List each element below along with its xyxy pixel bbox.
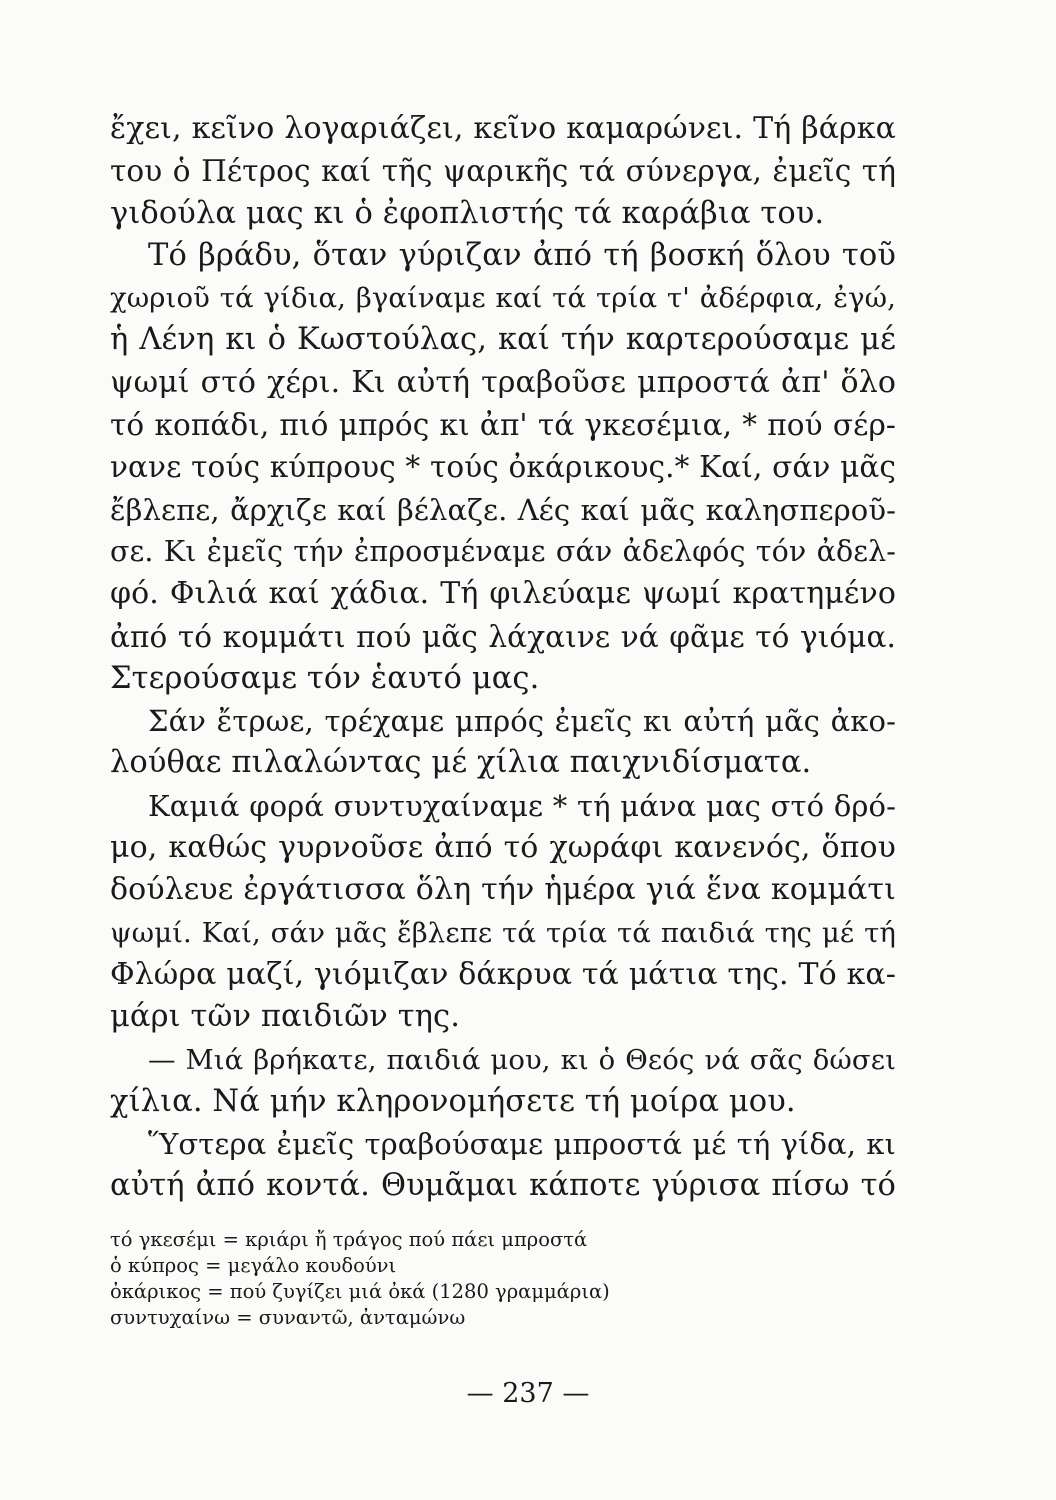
text-line: Καμιά φορά συντυχαίναμε * τή μάνα μας στό δρό-	[148, 788, 896, 823]
text-line: σε. Κι ἐμεῖς τήν ἐπροσμέναμε σάν ἀδελφός τόν ἀδελ-	[110, 534, 896, 568]
text-line: ἀπό τό κομμάτι πού μᾶς λάχαινε νά φᾶμε τό γιόμα.	[110, 619, 896, 654]
text-line: ψωμί στό χέρι. Κι αὐτή τραβοῦσε μπροστά ἀπ' ὅλο	[110, 364, 896, 400]
text-line: του ὁ Πέτρος καί τῆς ψαρικῆς τά σύνεργα, ἐμεῖς τή	[110, 154, 896, 189]
text-line: νανε τούς κύπρους * τούς ὀκάρικους.* Καί, σάν μᾶς	[110, 450, 896, 485]
text-line: Στερούσαμε τόν ἑαυτό μας.	[110, 660, 540, 696]
text-line: χίλια. Νά μήν κληρονομήσετε τή μοίρα μου.	[110, 1083, 796, 1119]
text-line: χωριοῦ τά γίδια, βγαίναμε καί τά τρία τ' ἀδέρφια, ἐγώ,	[110, 282, 896, 315]
text-line: ἔχει, κεῖνο λογαριάζει, κεῖνο καμαρώνει. Τή βάρκα	[110, 111, 896, 146]
text-line: ἔβλεπε, ἄρχιζε καί βέλαζε. Λές καί μᾶς καλησπεροῦ-	[110, 492, 896, 527]
text-line: — Μιά βρήκατε, παιδιά μου, κι ὁ Θεός νά σᾶς δώσει	[148, 1043, 896, 1076]
text-line: τό κοπάδι, πιό μπρός κι ἀπ' τά γκεσέμια, * πού σέρ-	[110, 408, 896, 443]
text-line: Φλώρα μαζί, γιόμιζαν δάκρυα τά μάτια της. Τό κα-	[110, 956, 896, 992]
text-line: λούθαε πιλαλώντας μέ χίλια παιχνιδίσματα.	[110, 745, 812, 781]
footnotes	[110, 1227, 810, 1331]
text-line: Τό βράδυ, ὅταν γύριζαν ἀπό τή βοσκή ὅλου τοῦ	[148, 237, 896, 273]
text-line: αὐτή ἀπό κοντά. Θυμᾶμαι κάποτε γύρισα πίσω τό	[110, 1168, 896, 1204]
text-line: δούλευε ἐργάτισσα ὅλη τήν ἡμέρα γιά ἕνα κομμάτι	[110, 872, 896, 908]
text-line: μάρι τῶν παιδιῶν της.	[110, 999, 461, 1035]
footnote: ὀκάρικος = πού ζυγίζει μιά ὀκά (1280 γραμμάρια)	[110, 1280, 610, 1303]
page-number: — 237 —	[466, 1378, 590, 1409]
footnote: ὁ κύπρος = μεγάλο κουδούνι	[110, 1254, 397, 1277]
footnote: τό γκεσέμι = κριάρι ἤ τράγος πού πάει μπροστά	[110, 1228, 588, 1251]
text-line: φό. Φιλιά καί χάδια. Τή φιλεύαμε ψωμί κρατημένο	[110, 576, 896, 612]
text-line: ψωμί. Καί, σάν μᾶς ἔβλεπε τά τρία τά παιδιά της μέ τή	[110, 916, 896, 949]
text-line: ἡ Λένη κι ὁ Κωστούλας, καί τήν καρτερούσαμε μέ	[110, 322, 896, 358]
text-line: γιδούλα μας κι ὁ ἐφοπλιστής τά καράβια του.	[110, 195, 825, 231]
body-text	[110, 108, 896, 1208]
text-line: Ὕστερα ἐμεῖς τραβούσαμε μπροστά μέ τή γίδα, κι	[148, 1127, 896, 1162]
text-line: μο, καθώς γυρνοῦσε ἀπό τό χωράφι κανενός, ὅπου	[110, 830, 896, 866]
text-line: Σάν ἔτρωε, τρέχαμε μπρός ἐμεῖς κι αὐτή μᾶς ἀκο-	[148, 704, 896, 739]
footnote: συντυχαίνω = συναντῶ, ἀνταμώνω	[110, 1306, 466, 1329]
